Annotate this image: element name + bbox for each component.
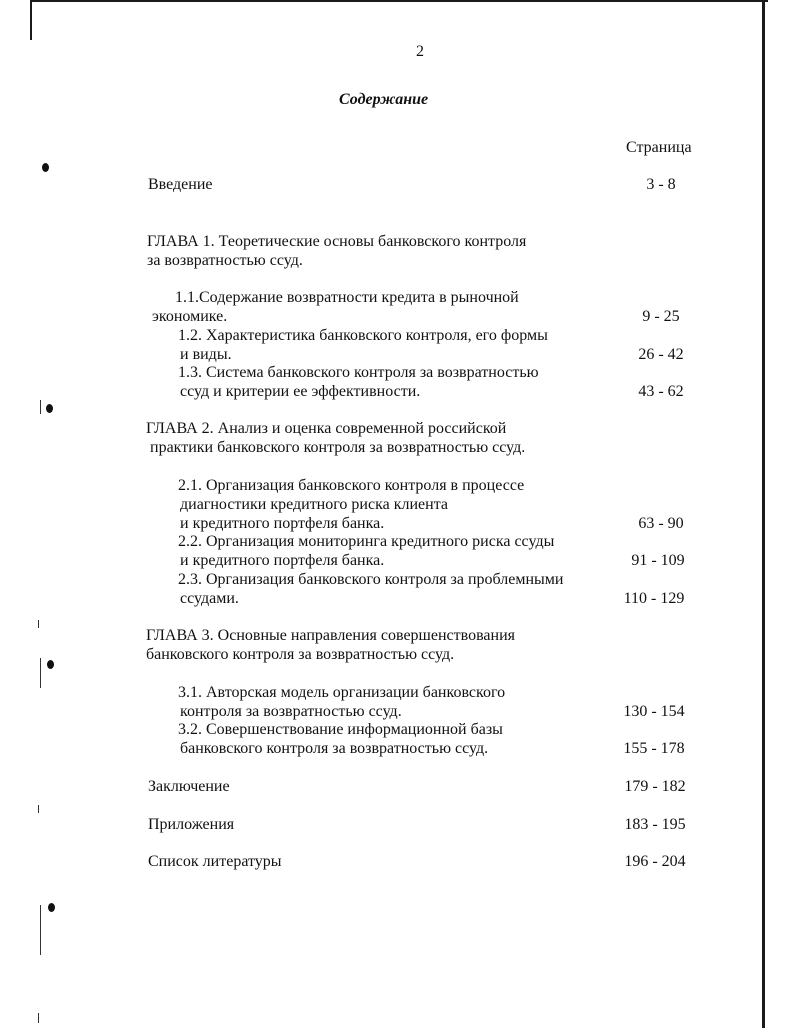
- toc-section-3-2-line-2: банковского контроля за возвратностью ссуд.: [180, 740, 489, 757]
- toc-section-2-1-line-1: 2.1. Организация банковского контроля в процессе: [178, 477, 525, 494]
- scan-left-border: [30, 0, 32, 40]
- toc-entry-introduction: Введение: [148, 176, 213, 193]
- scan-right-border: [762, 0, 765, 1028]
- scan-artifact-line: [40, 905, 41, 955]
- toc-pages-references: 196 - 204: [624, 853, 686, 870]
- toc-section-1-2-line-1: 1.2. Характеристика банковского контроля, его формы: [178, 327, 548, 344]
- toc-pages-section-1-1: 9 - 25: [642, 308, 680, 325]
- toc-section-1-2-line-2: и виды.: [180, 346, 232, 363]
- toc-chapter-2-line-1: ГЛАВА 2. Анализ и оценка современной российской: [146, 420, 507, 437]
- toc-pages-section-3-2: 155 - 178: [623, 740, 685, 757]
- punch-hole-mark: [48, 903, 55, 912]
- punch-hole-mark: [46, 404, 53, 413]
- toc-section-1-1-line-1: 1.1.Содержание возвратности кредита в рыночной: [175, 289, 519, 306]
- punch-hole-mark: [42, 163, 49, 172]
- toc-entry-conclusion: Заключение: [148, 778, 230, 795]
- toc-entry-references: Список литературы: [148, 853, 282, 870]
- page-number: 2: [416, 43, 424, 60]
- toc-section-3-2-line-1: 3.2. Совершенствование информационной базы: [178, 721, 503, 738]
- scan-top-border: [30, 0, 768, 2]
- toc-pages-section-2-2: 91 - 109: [631, 552, 685, 569]
- scan-artifact-line: [38, 1013, 39, 1023]
- toc-pages-section-2-3: 110 - 129: [623, 590, 685, 607]
- toc-section-3-1-line-1: 3.1. Авторская модель организации банковского: [178, 684, 506, 701]
- page-title: Содержание: [339, 91, 429, 108]
- toc-pages-section-2-1: 63 - 90: [638, 515, 684, 532]
- toc-pages-conclusion: 179 - 182: [624, 778, 686, 795]
- toc-pages-section-1-2: 26 - 42: [638, 346, 684, 363]
- toc-pages-introduction: 3 - 8: [646, 176, 676, 193]
- toc-pages-section-1-3: 43 - 62: [638, 383, 684, 400]
- toc-chapter-3-line-1: ГЛАВА 3. Основные направления совершенствования: [146, 627, 516, 644]
- toc-section-1-3-line-1: 1.3. Система банковского контроля за возвратностью: [178, 364, 539, 381]
- toc-section-3-1-line-2: контроля за возвратностью ссуд.: [180, 703, 402, 720]
- toc-section-2-1-line-3: и кредитного портфеля банка.: [180, 515, 385, 532]
- toc-chapter-3-line-2: банковского контроля за возвратностью ссуд.: [146, 646, 455, 663]
- scan-artifact-line: [38, 805, 39, 813]
- toc-pages-appendices: 183 - 195: [624, 816, 686, 833]
- toc-pages-section-3-1: 130 - 154: [623, 703, 685, 720]
- toc-chapter-1-line-2: за возвратностью ссуд.: [147, 252, 303, 269]
- toc-section-1-1-line-2: экономике.: [152, 308, 228, 325]
- scan-artifact-line: [40, 400, 41, 414]
- punch-hole-mark: [47, 660, 54, 669]
- page-column-header: Страница: [626, 139, 692, 156]
- toc-section-2-3-line-1: 2.3. Организация банковского контроля за проблемными: [178, 571, 564, 588]
- toc-chapter-1-line-1: ГЛАВА 1. Теоретические основы банковского контроля: [147, 233, 527, 250]
- toc-entry-appendices: Приложения: [148, 816, 235, 833]
- toc-section-2-2-line-1: 2.2. Организация мониторинга кредитного риска ссуды: [178, 533, 555, 550]
- toc-section-1-3-line-2: ссуд и критерии ее эффективности.: [180, 383, 421, 400]
- toc-section-2-3-line-2: ссудами.: [180, 590, 239, 607]
- scan-artifact-line: [40, 658, 41, 688]
- toc-section-2-2-line-2: и кредитного портфеля банка.: [180, 552, 385, 569]
- toc-chapter-2-line-2: практики банковского контроля за возвратностью ссуд.: [150, 439, 526, 456]
- scan-artifact-line: [38, 620, 39, 628]
- toc-section-2-1-line-2: диагностики кредитного риска клиента: [180, 496, 448, 513]
